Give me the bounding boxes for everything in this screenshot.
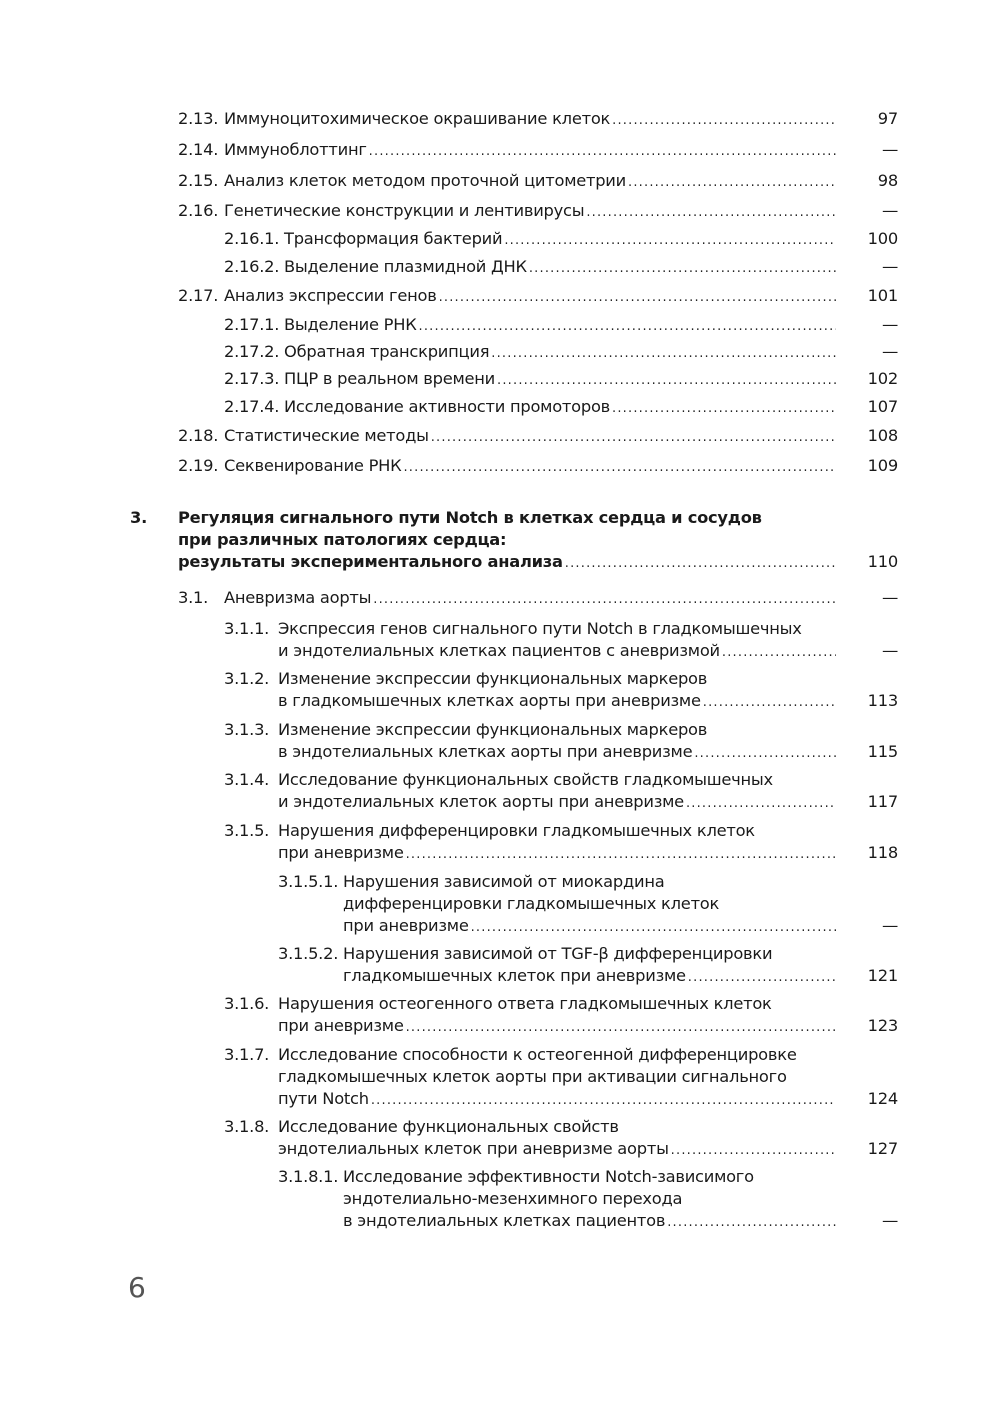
entry-number: 2.17.3. — [224, 369, 280, 388]
entry-number: 3.1.5. — [224, 821, 270, 840]
dot-leader — [671, 1140, 836, 1162]
entry-number: 2.16. — [178, 201, 219, 220]
entry-title-line: Выделение плазмидной ДНК — [284, 257, 527, 276]
page-number: 6 — [128, 1271, 146, 1304]
entry-number: 2.17.4. — [224, 397, 280, 416]
entry-page: 98 — [877, 171, 898, 190]
entry-page: — — [881, 342, 898, 361]
entry-number: 2.15. — [178, 171, 219, 190]
entry-page: 115 — [867, 742, 898, 761]
dot-leader — [686, 793, 836, 815]
entry-title-line: Анализ экспрессии генов — [224, 286, 437, 305]
entry-title-line: Нарушения остеогенного ответа гладкомышечных клеток — [278, 994, 772, 1013]
entry-number: 3.1. — [178, 588, 209, 607]
entry-number: 3.1.6. — [224, 994, 270, 1013]
dot-leader — [703, 692, 836, 714]
entry-title-line: при аневризме — [278, 843, 404, 862]
entry-page: 102 — [867, 369, 898, 388]
entry-title-line: при аневризме — [343, 916, 469, 935]
entry-title-line: Нарушения зависимой от миокардина — [343, 872, 665, 891]
entry-title-line: Аневризма аорты — [224, 588, 372, 607]
entry-number: 3.1.5.2. — [278, 944, 339, 963]
entry-title-line: Изменение экспрессии функциональных маркеров — [278, 669, 708, 688]
entry-title-line: ПЦР в реальном времени — [284, 369, 496, 388]
entry-title-line: Статистические методы — [224, 426, 429, 445]
entry-number: 3.1.4. — [224, 770, 270, 789]
entry-title-line: при различных патологиях сердца: — [178, 530, 507, 549]
entry-page: — — [881, 140, 898, 159]
entry-page: 101 — [867, 286, 898, 305]
entry-page: 121 — [867, 966, 898, 985]
entry-number: 3.1.7. — [224, 1045, 270, 1064]
entry-title-line: Регуляция сигнального пути Notch в клетках сердца и сосудов — [178, 508, 762, 527]
entry-number: 3.1.5.1. — [278, 872, 339, 891]
entry-title-line: Обратная транскрипция — [284, 342, 490, 361]
entry-title-line: результаты экспериментального анализа — [178, 552, 563, 571]
dot-leader — [403, 457, 836, 479]
entry-page: — — [881, 315, 898, 334]
entry-page: — — [881, 916, 898, 935]
dot-leader — [612, 110, 836, 132]
entry-title-line: Исследование способности к остеогенной дифференцировке — [278, 1045, 797, 1064]
entry-number: 3.1.8. — [224, 1117, 270, 1136]
dot-leader — [406, 844, 836, 866]
entry-number: 3.1.8.1. — [278, 1167, 339, 1186]
entry-page: 109 — [867, 456, 898, 475]
entry-page: 110 — [867, 552, 898, 571]
entry-title-line: Иммуноблоттинг — [224, 140, 367, 159]
entry-title-line: Исследование эффективности Notch-зависимого — [343, 1167, 754, 1186]
entry-title-line: гладкомышечных клеток аорты при активации сигнального — [278, 1067, 787, 1086]
dot-leader — [529, 258, 836, 280]
dot-leader — [667, 1212, 836, 1234]
dot-leader — [694, 743, 836, 765]
dot-leader — [586, 202, 836, 224]
entry-title-line: Исследование функциональных свойств — [278, 1117, 619, 1136]
entry-number: 2.16.1. — [224, 229, 280, 248]
dot-leader — [628, 172, 836, 194]
entry-page: 118 — [867, 843, 898, 862]
entry-number: 3.1.1. — [224, 619, 270, 638]
entry-title-line: Исследование активности промоторов — [284, 397, 611, 416]
dot-leader — [504, 230, 836, 252]
entry-number: 2.19. — [178, 456, 219, 475]
dot-leader — [688, 967, 836, 989]
dot-leader — [369, 141, 836, 163]
entry-number: 2.14. — [178, 140, 219, 159]
entry-title-line: Нарушения дифференцировки гладкомышечных клеток — [278, 821, 755, 840]
entry-page: 127 — [867, 1139, 898, 1158]
entry-page: — — [881, 1211, 898, 1230]
dot-leader — [491, 343, 836, 365]
entry-title-line: Выделение РНК — [284, 315, 417, 334]
entry-title-line: Экспрессия генов сигнального пути Notch в гладкомышечных — [278, 619, 802, 638]
entry-title-line: в гладкомышечных клетках аорты при аневризме — [278, 691, 701, 710]
dot-leader — [419, 316, 836, 338]
dot-leader — [371, 1090, 836, 1112]
entry-title-line: пути Notch — [278, 1089, 369, 1108]
entry-title-line: и эндотелиальных клетках пациентов с аневризмой — [278, 641, 720, 660]
entry-title-line: эндотелиально-мезенхимного перехода — [343, 1189, 683, 1208]
dot-leader — [373, 589, 836, 611]
entry-page: — — [881, 641, 898, 660]
entry-number: 3.1.3. — [224, 720, 270, 739]
dot-leader — [431, 427, 836, 449]
entry-page: 124 — [867, 1089, 898, 1108]
entry-page: — — [881, 588, 898, 607]
entry-number: 2.17.2. — [224, 342, 280, 361]
entry-title-line: в эндотелиальных клетках аорты при аневризме — [278, 742, 693, 761]
entry-number: 2.17. — [178, 286, 219, 305]
dot-leader — [471, 917, 836, 939]
entry-page: 100 — [867, 229, 898, 248]
entry-page: 107 — [867, 397, 898, 416]
dot-leader — [565, 553, 838, 575]
entry-title-line: эндотелиальных клеток при аневризме аорты — [278, 1139, 669, 1158]
entry-title-line: гладкомышечных клеток при аневризме — [343, 966, 686, 985]
entry-number: 2.13. — [178, 109, 219, 128]
entry-title-line: Трансформация бактерий — [284, 229, 503, 248]
entry-page: — — [881, 201, 898, 220]
dot-leader — [406, 1017, 836, 1039]
dot-leader — [497, 370, 836, 392]
entry-page: 108 — [867, 426, 898, 445]
entry-title-line: в эндотелиальных клетках пациентов — [343, 1211, 666, 1230]
dot-leader — [612, 398, 836, 420]
entry-page: 117 — [867, 792, 898, 811]
entry-title-line: Исследование функциональных свойств гладкомышечных — [278, 770, 773, 789]
entry-page: 113 — [867, 691, 898, 710]
entry-page: 123 — [867, 1016, 898, 1035]
entry-title-line: Генетические конструкции и лентивирусы — [224, 201, 585, 220]
entry-page: 97 — [877, 109, 898, 128]
entry-number: 2.17.1. — [224, 315, 280, 334]
entry-title-line: и эндотелиальных клеток аорты при аневризме — [278, 792, 684, 811]
entry-title-line: Нарушения зависимой от TGF-β дифференцировки — [343, 944, 773, 963]
entry-page: — — [881, 257, 898, 276]
entry-title-line: Секвенирование РНК — [224, 456, 402, 475]
entry-number: 3.1.2. — [224, 669, 270, 688]
entry-number: 2.18. — [178, 426, 219, 445]
entry-number: 2.16.2. — [224, 257, 280, 276]
entry-title-line: Анализ клеток методом проточной цитометрии — [224, 171, 626, 190]
entry-title-line: Изменение экспрессии функциональных маркеров — [278, 720, 708, 739]
dot-leader — [722, 642, 836, 664]
dot-leader — [439, 287, 836, 309]
entry-title-line: при аневризме — [278, 1016, 404, 1035]
entry-title-line: дифференцировки гладкомышечных клеток — [343, 894, 720, 913]
entry-title-line: Иммуноцитохимическое окрашивание клеток — [224, 109, 611, 128]
entry-number: 3. — [130, 508, 148, 527]
